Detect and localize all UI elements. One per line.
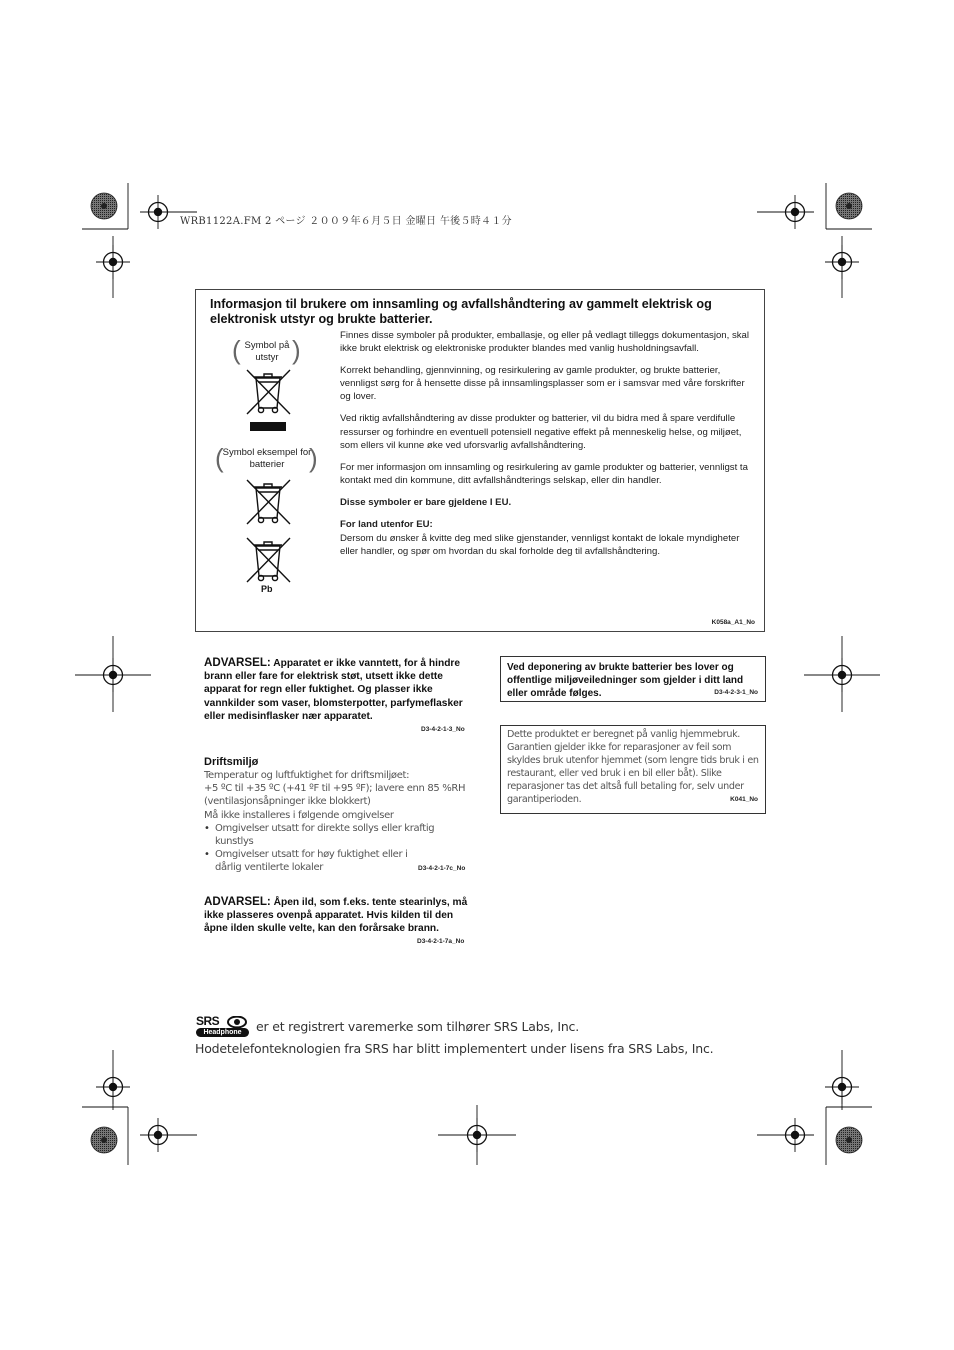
household-use-box [500, 725, 766, 814]
warning-lead: ADVARSEL: [204, 895, 271, 908]
srs-headphone-logo [196, 1015, 250, 1039]
environment-line: Temperatur og luftfuktighet for driftsmiljøet: [204, 770, 410, 781]
environment-line: +5 ºC til +35 ºC (+41 ºF til +95 ºF); lavere enn 85 %RH (ventilasjonsåpninger ikke blokkert) [204, 783, 466, 808]
weee-paragraph: Finnes disse symboler på produkter, emballasje, og eller på vedlagt tilleggs dokumentasjon, skal ikke brukt elektrisk og elektroniske produkter blandes med vanlig husholdningsavfall. [340, 330, 750, 355]
household-use-text: Dette produktet er beregnet på vanlig hjemmebruk. Garantien gjelder ikke for reparasjoner av feil som skyldes bruk utenfor hjemmet (som lengre tids bruk i en restaurant, eller ved bruk i en bil eller båt). Slike reparasjoner tas det altså full betaling for, selv under garantiperioden. [507, 729, 759, 805]
environment-bullet: • Omgivelser utsatt for direkte sollys eller kraftig kunstlys [204, 822, 472, 848]
registration-mark-bottom-center [438, 1105, 516, 1165]
warning-open-flame [204, 895, 472, 936]
non-eu-heading: For land utenfor EU: [340, 519, 433, 531]
crop-mark-top-left [82, 183, 197, 298]
weee-info-box [195, 289, 765, 632]
battery-disposal-box [500, 656, 766, 702]
weee-title: Informasjon til brukere om innsamling og avfallshåndtering av gammelt elektrisk og elektronisk utstyr og brukte batterier. [210, 297, 712, 326]
bracket-left-icon: ( [232, 335, 241, 365]
warning-water [204, 656, 472, 723]
environment-code: D3-4-2-1-7c_No [418, 865, 466, 872]
symbol-label-batteries: Symbol eksempel for batterier [222, 447, 312, 470]
bracket-right-icon: ) [309, 443, 318, 473]
warning-lead: ADVARSEL: [204, 656, 271, 669]
registration-mark-mid-left [75, 636, 151, 712]
environment-title: Driftsmiljø [204, 756, 259, 768]
warning-text: Apparatet er ikke vanntett, for å hindre brann eller fare for elektrisk støt, utsett ikke dette apparat for regn eller fuktighet. Og plasser ikke vannkilder som vaser, blomsterpotter, parfymeflasker eller medisinflasker nær apparatet. [204, 658, 463, 722]
warning-text: Åpen ild, som f.eks. tente stearinlys, må ikke plasseres ovenpå apparatet. Hvis kilden til den åpne ilden skulle velte, kan den forårsake brann. [204, 897, 468, 935]
warning-water-code: D3-4-2-1-3_No [421, 726, 465, 733]
crossed-bin-battery-icon [244, 478, 294, 528]
environment-line: Må ikke installeres i følgende omgivelser [204, 809, 394, 821]
srs-license-line: Hodetelefonteknologien fra SRS har blitt implementert under lisens fra SRS Labs, Inc. [195, 1041, 714, 1056]
srs-logo-text: SRS [196, 1014, 220, 1028]
registration-mark-mid-right [804, 636, 880, 712]
weee-body-text [340, 329, 758, 567]
battery-disposal-code: D3-4-2-3-1_No [714, 689, 758, 696]
symbol-label-equipment: Symbol på utstyr [244, 340, 290, 363]
bracket-right-icon: ) [292, 335, 301, 365]
bracket-left-icon: ( [215, 443, 224, 473]
eu-note: Disse symboler er bare gjeldene I EU. [340, 496, 512, 508]
battery-disposal-text: Ved deponering av brukte batterier bes lover og offentlige miljøveiledninger som gjelder i ditt land eller område følges. [507, 662, 744, 699]
srs-circle-logo-icon [227, 1016, 247, 1028]
crop-mark-bottom-right [757, 1050, 872, 1165]
weee-paragraph: Korrekt behandling, gjennvinning, og resirkulering av gamle produkter, og brukte batterier, vennligst sørg for å hensette disse på innsamlingsplasser som er i samsvar med våre forskrifter og lover. [340, 365, 745, 403]
non-eu-text: Dersom du ønsker å kvitte deg med slike gjenstander, vennligst kontakt de lokale myndigheter eller handler, og spør om hvordan du skal forholde deg til avfallshåndtering. [340, 533, 740, 558]
environment-bullet: • Omgivelser utsatt for høy fuktighet eller i dårlig ventilerte lokaler [204, 848, 415, 874]
crop-mark-bottom-left [82, 1050, 197, 1165]
weee-code: K058a_A1_No [711, 619, 755, 626]
weee-paragraph: Ved riktig avfallshåndtering av disse produkter og batterier, vil du bidra med å spare verdifulle ressurser og forhindre en eventuell potensiell negative effekt på menneskelig helse, og miljøet, som ellers vil kunne øke ved uforsvarlig avfallshåndtering. [340, 413, 742, 451]
crop-mark-top-right [757, 183, 872, 298]
environment-text [204, 769, 472, 875]
srs-trademark-line: er et registrert varemerke som tilhører SRS Labs, Inc. [256, 1019, 579, 1034]
warning-open-flame-code: D3-4-2-1-7a_No [417, 938, 465, 945]
pb-label: Pb [261, 584, 273, 594]
crossed-wheelie-bin-icon [244, 368, 294, 434]
srs-logo-sub: Headphone [196, 1028, 249, 1037]
crossed-bin-battery-pb-icon [244, 536, 294, 586]
household-use-code: K041_No [730, 796, 758, 803]
print-header-info: WRB1122A.FM 2 ページ ２００９年６月５日 金曜日 午後５時４１分 [180, 216, 512, 227]
weee-paragraph: For mer informasjon om innsamling og resirkulering av gamle produkter og batterier, vennligst ta kontakt med din kommune, ditt avfallshåndterings selskap, eller din handler. [340, 461, 748, 486]
